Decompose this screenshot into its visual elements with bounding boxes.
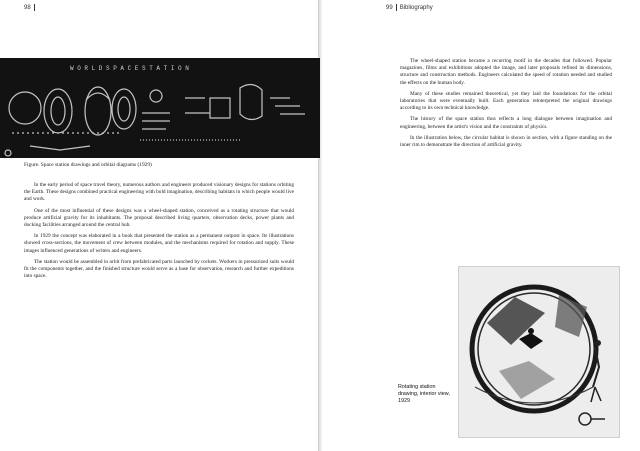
left-page-header [24,4,38,11]
station-interior-figure [458,266,620,438]
header-rule [396,4,397,11]
left-paragraph: In the early period of space travel theory, numerous authors and engineers produced visionary designs for stations orbiting the Earth. These designs combined practical engineering with bold imagination, describing habitats in which people would live and work. [24,182,294,203]
figure-caption: Figure. Space station drawings and orbital diagrams (1929) [24,162,152,168]
left-page-number: 98 [24,5,31,12]
right-page [322,0,640,451]
space-station-figure [0,58,320,158]
right-paragraph: In the illustration below, the circular habitat is shown in section, with a figure standing on the inner rim to demonstrate the direction of artificial gravity. [400,134,612,149]
right-page-number: 99 [386,5,393,12]
left-paragraph: One of the most influential of these designs was a wheel-shaped station, conceived as a rotating structure that would produce artificial gravity for its inhabitants. The proposal described living quarters, observation decks, power plants and docking facilities arranged around the central hub. [24,207,294,229]
left-page [0,0,319,451]
figure-banner-text: W O R L D S P A C E S T A T I O N [70,65,189,72]
left-paragraph: The station would be assembled in orbit from prefabricated parts launched by rockets. Workers in pressurized suits would fit the components together, and the finished structure would serve as a base for observation, research and further expeditions into space. [24,258,294,280]
station-ring-drawing [459,267,619,437]
right-paragraph: The history of the space station thus reflects a long dialogue between imagination and engineering, between the artist's vision and the constraints of physics. [400,116,612,130]
running-title: Bibliography [399,5,433,12]
left-paragraph: In 1929 the concept was elaborated in a book that presented the station as a permanent outpost in space. Its illustrations showed cross-sections, the movement of crew between modules, and the mechanisms required for rotation and supply. These images influenced generations of writers and engineers. [24,233,294,254]
right-paragraph: The wheel-shaped station became a recurring motif in the decades that followed. Popular magazines, films and exhibitions adopted the image, and later proposals refined its dimensions, structure and construction methods. Engineers calculated the speed of rotation needed and studied the effects on the human body. [400,58,612,86]
header-rule [34,4,35,11]
left-body-text [24,182,294,284]
photo-caption: Rotating station drawing, interior view, 1929 [398,384,450,404]
right-body-text [400,58,612,153]
right-page-header [386,4,433,11]
right-paragraph: Many of these studies remained theoretical, yet they laid the foundations for the orbital laboratories that were eventually built. Each generation reinterpreted the original drawings according to its own technical knowledge. [400,90,612,112]
space-station-drawing [0,58,320,158]
